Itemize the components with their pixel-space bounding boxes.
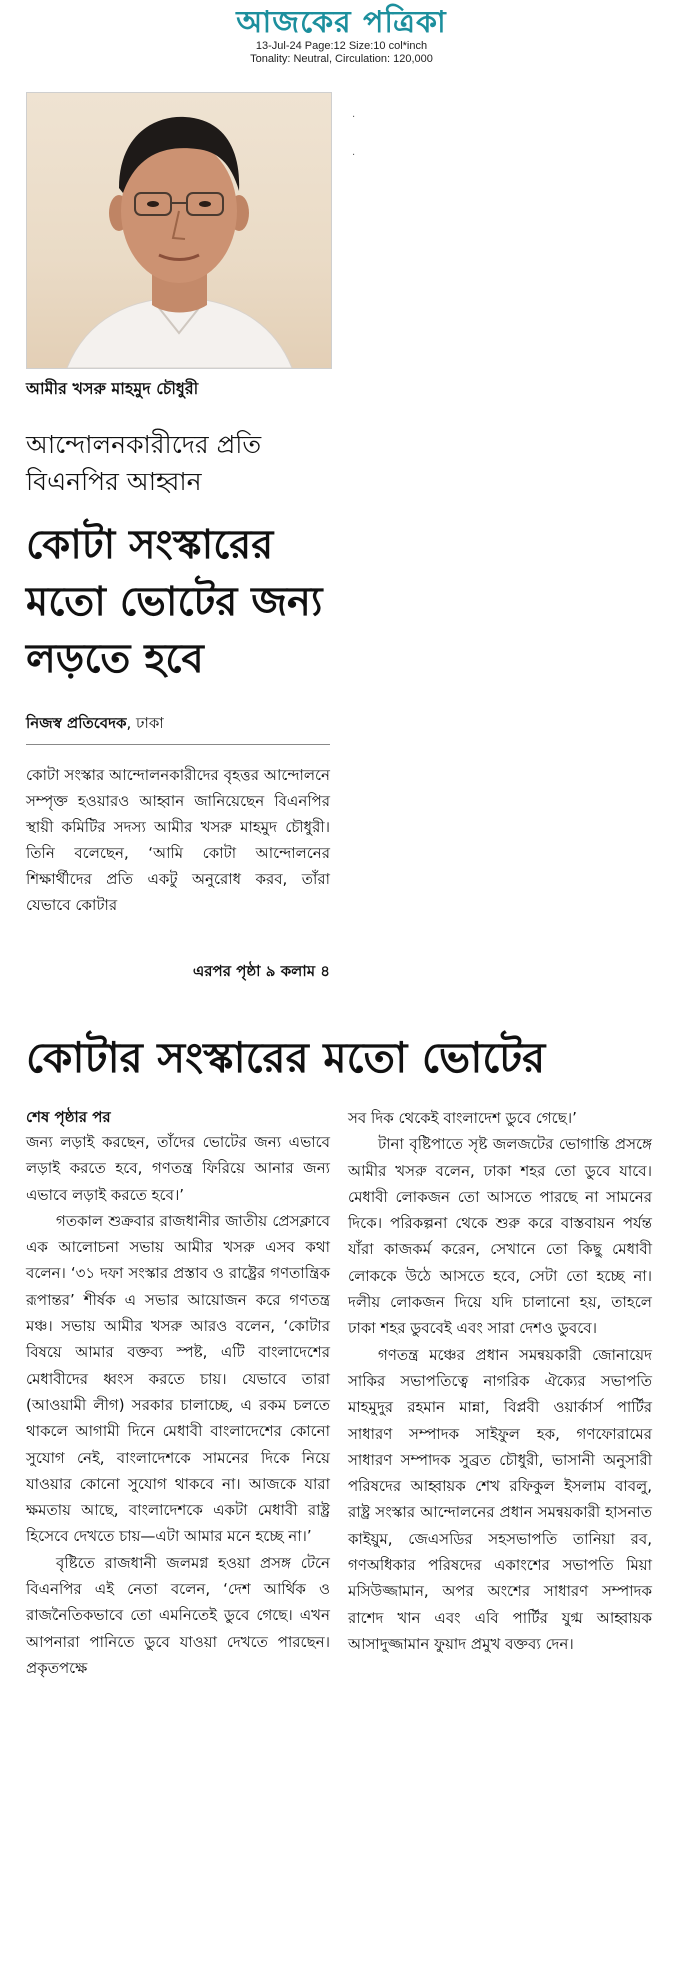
body-paragraph: সব দিক থেকেই বাংলাদেশ ডুবে গেছে।’	[348, 1109, 577, 1127]
body-paragraph: গণতন্ত্র মঞ্চের প্রধান সমন্বয়কারী জোনায়েদ সাকির সভাপতিত্বে নাগরিক ঐক্যের সভাপতি মাহমুদুর রহমান মান্না, বিপ্লবী ওয়ার্কার্স পার্টির সাধারণ সম্পাদক সাইফুল হক, গণফোরামের সাধারণ সম্পাদক সুব্রত চৌধুরী, ভাসানী অনুসারী পরিষদের আহ্বায়ক শেখ রফিকুল ইসলাম বাবলু, রাষ্ট্র সংস্কার আন্দোলনের প্রধান সমন্বয়কারী হাসনাত কাইয়ুম, জেএসডির সহসভাপতি তানিয়া রব, গণঅধিকার পরিষদের একাংশের সভাপতি মিয়া মসিউজ্জামান, অপর অংশের সাধারণ সম্পাদক রাশেদ খান এবং এবি পার্টির যুগ্ম আহ্বায়ক আসাদুজ্জামান ফুয়াদ প্রমুখ বক্তব্য দেন।	[348, 1345, 652, 1653]
byline-place: , ঢাকা	[126, 714, 164, 732]
portrait-illustration	[27, 93, 331, 368]
portrait-photo	[26, 92, 332, 369]
kicker-headline: আন্দোলনকারীদের প্রতি বিএনপির আহ্বান	[26, 430, 262, 496]
byline	[26, 712, 330, 734]
lead-paragraph: কোটা সংস্কার আন্দোলনকারীদের বৃহত্তর আন্দোলনে সম্পৃক্ত হওয়ারও আহ্বান জানিয়েছেন বিএনপির স্থায়ী কমিটির সদস্য আমীর খসরু মাহমুদ চৌধুরী। তিনি বলেছেন, ‘আমি কোটা আন্দোলনের শিক্ষার্থীদের প্রতি একটু অনুরোধ করব, তাঁরা যেভাবে কোটার	[26, 766, 330, 914]
body-paragraph: জন্য লড়াই করছেন, তাঁদের ভোটের জন্য এভাবে লড়াই করতে হবে, গণতন্ত্র ফিরিয়ে আনার জন্য এভাবে লড়াই করতে হবে।’	[26, 1133, 330, 1204]
masthead	[0, 6, 683, 66]
text-column-left	[26, 1105, 330, 1681]
speck-mark: ·	[352, 150, 356, 161]
newspaper-logo: আজকের পত্রিকা	[236, 5, 447, 40]
continued-from-label: শেষ পৃষ্ঠার পর	[26, 1108, 111, 1126]
continuation-headline: কোটার সংস্কারের মতো ভোটের	[26, 1033, 546, 1082]
photo-caption: আমীর খসরু মাহমুদ চৌধুরী	[26, 379, 199, 398]
clipping-meta-tonality: Tonality: Neutral, Circulation: 120,000	[250, 53, 433, 65]
speck-mark: ·	[352, 112, 356, 123]
continuation-jump-line: এরপর পৃষ্ঠা ৯ কলাম ৪	[192, 962, 330, 980]
main-headline: কোটা সংস্কারের মতো ভোটের জন্য লড়তে হবে	[26, 521, 323, 682]
body-paragraph: বৃষ্টিতে রাজধানী জলমগ্ন হওয়া প্রসঙ্গ টেনে বিএনপির এই নেতা বলেন, ‘দেশ আর্থিক ও রাজনৈতিকভাবে তো এমনিতেই ডুবে গেছে। এখন আপনারা পানিতে ডুবে যাওয়া দেখতে পারছেন। প্রকৃতপক্ষে	[26, 1553, 330, 1677]
clipping-meta-date: 13-Jul-24 Page:12 Size:10 col*inch	[255, 40, 428, 52]
byline-reporter: নিজস্ব প্রতিবেদক	[26, 714, 127, 732]
body-paragraph: গতকাল শুক্রবার রাজধানীর জাতীয় প্রেসক্লাবে এক আলোচনা সভায় আমীর খসরু এসব কথা বলেন। ‘৩১ দফা সংস্কার প্রস্তাব ও রাষ্ট্রের গণতান্ত্রিক রূপান্তর’ শীর্ষক এ সভার আয়োজন করে গণতন্ত্র মঞ্চ। সভায় আমীর খসরু আরও বলেন, ‘কোটার বিষয়ে আমার বক্তব্য স্পষ্ট, এটি বাংলাদেশের মেধাবীদের ধ্বংস করতে চায়। যেভাবে তারা (আওয়ামী লীগ) সরকার চালাচ্ছে, এ রকম চলতে থাকলে আগামী দিনে মেধাবী বাংলাদেশের কোনো সুযোগ নেই, বাংলাদেশকে সামনের দিকে নিয়ে যাওয়ার কোনো সুযোগ থাকবে না। আজকে যারা ক্ষমতায় আছে, বাংলাদেশকে একটা মেধাবী রাষ্ট্র হিসেবে দেখতে চায়—এটা আমার মনে হচ্ছে না।’	[26, 1211, 330, 1546]
divider	[26, 744, 330, 745]
text-column-right	[348, 1105, 652, 1657]
body-paragraph: টানা বৃষ্টিপাতে সৃষ্ট জলজটের ভোগান্তি প্রসঙ্গে আমীর খসরু বলেন, ঢাকা শহর তো ডুবে যাবে। মেধাবী লোকজন তো আসতে পারছে না সামনের দিকে। পরিকল্পনা থেকে শুরু করে বাস্তবায়ন পর্যন্ত যাঁরা কাজকর্ম করেন, সেখানে তো কিছু মেধাবী লোককে উঠে আসতে হবে, সেটা তো হচ্ছে না। দলীয় লোকজন দিয়ে যদি চালানো হয়, তাহলে ঢাকা শহর ডুববেই এবং সারা দেশও ডুববে।	[348, 1135, 652, 1338]
